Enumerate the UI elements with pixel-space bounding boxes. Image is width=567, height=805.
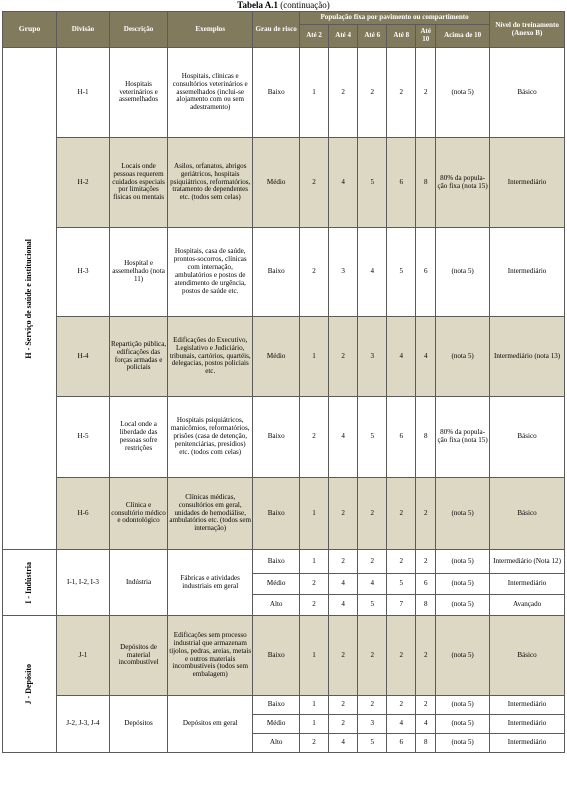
value-cell: 2 [358, 616, 387, 696]
header-ate-10: Até 10 [416, 25, 436, 48]
header-ate-4: Até 4 [329, 25, 358, 48]
value-cell: 4 [329, 397, 358, 478]
value-cell: 4 [358, 574, 387, 595]
value-cell: 2 [358, 550, 387, 574]
value-acima-10: (nota 5) [436, 550, 490, 574]
value-cell: 4 [329, 734, 358, 753]
division-cell: H-3 [57, 228, 110, 317]
value-cell: 2 [329, 317, 358, 397]
nivel-cell: Básico [490, 616, 565, 696]
examples-cell: Clínicas médicas, consultórios em geral, unidades de hemodiálise, ambulatórios etc. (todos sem internação) [168, 478, 253, 550]
value-cell: 2 [329, 696, 358, 715]
nivel-cell: Intermediário [490, 715, 565, 734]
description-cell: Hospitais veterinários e assemelhados [109, 48, 167, 138]
nivel-cell: Básico [490, 48, 565, 138]
value-cell: 2 [329, 715, 358, 734]
header-grupo: Grupo [3, 12, 57, 48]
value-cell: 4 [329, 595, 358, 616]
value-cell: 1 [300, 317, 329, 397]
examples-cell: Hospitais psiquiátricos, manicômios, reformatórios, prisões (casa de detenção, penitenciárias, presídios) etc. (todos com celas) [168, 397, 253, 478]
value-cell: 1 [300, 715, 329, 734]
description-cell: Depósitos de material incombustível [109, 616, 167, 696]
value-cell: 4 [387, 317, 416, 397]
value-cell: 3 [329, 228, 358, 317]
value-cell: 2 [300, 138, 329, 228]
value-cell: 2 [416, 616, 436, 696]
description-cell: Locais onde pessoas requerem cuidados especiais por limitações físicas ou mentais [109, 138, 167, 228]
table-number: Tabela A.1 [237, 0, 278, 10]
nivel-cell: Intermediário (nota 13) [490, 317, 565, 397]
risk-cell: Médio [253, 715, 300, 734]
value-acima-10: (nota 5) [436, 715, 490, 734]
value-cell: 2 [300, 574, 329, 595]
value-cell: 2 [300, 595, 329, 616]
division-cell: H-1 [57, 48, 110, 138]
value-cell: 5 [387, 228, 416, 317]
value-cell: 2 [329, 616, 358, 696]
value-cell: 2 [416, 48, 436, 138]
value-cell: 2 [387, 478, 416, 550]
value-cell: 2 [387, 616, 416, 696]
value-cell: 2 [358, 478, 387, 550]
nivel-cell: Intermediário [490, 574, 565, 595]
value-cell: 2 [387, 48, 416, 138]
group-label: H - Serviço de saúde e institucional [24, 238, 34, 359]
examples-cell: Edificações sem processo industrial que armazenam tijolos, pedras, areias, metais e outros materiais incombustíveis (todos sem embalagem) [168, 616, 253, 696]
header-divisao: Divisão [57, 12, 110, 48]
risk-cell: Alto [253, 595, 300, 616]
value-cell: 2 [358, 48, 387, 138]
group-cell [3, 550, 57, 616]
nivel-cell: Intermediário (Nota 12) [490, 550, 565, 574]
value-cell: 2 [329, 48, 358, 138]
header-descricao: Descrição [109, 12, 167, 48]
value-cell: 4 [329, 574, 358, 595]
table-row [3, 696, 565, 715]
value-cell: 2 [416, 478, 436, 550]
division-cell: H-5 [57, 397, 110, 478]
examples-cell: Asilos, orfanatos, abrigos geriátricos, hospitais psiquiátricos, reformatórios, tratamento de dependentes etc. (todos sem celas) [168, 138, 253, 228]
table-row [3, 478, 565, 550]
header-populacao: População fixa por pavimento ou compartimento [300, 12, 490, 25]
value-acima-10: (nota 5) [436, 317, 490, 397]
value-cell: 2 [387, 696, 416, 715]
value-cell: 5 [358, 397, 387, 478]
value-cell: 2 [416, 550, 436, 574]
value-cell: 2 [300, 228, 329, 317]
examples-cell: Edificações do Executivo, Legislativo e Judiciário, tribunais, cartórios, quartéis, delegacias, postos policiais etc. [168, 317, 253, 397]
value-cell: 1 [300, 478, 329, 550]
nivel-cell: Intermediário [490, 696, 565, 715]
value-cell: 2 [300, 397, 329, 478]
value-cell: 2 [329, 478, 358, 550]
division-cell: H-4 [57, 317, 110, 397]
value-cell: 4 [329, 138, 358, 228]
value-cell: 3 [358, 317, 387, 397]
value-cell: 5 [358, 734, 387, 753]
division-cell: H-2 [57, 138, 110, 228]
value-cell: 6 [387, 397, 416, 478]
value-cell: 2 [300, 734, 329, 753]
table-row [3, 616, 565, 696]
value-cell: 4 [416, 715, 436, 734]
value-cell: 1 [300, 696, 329, 715]
nivel-cell: Intermediário [490, 734, 565, 753]
nivel-cell: Intermediário [490, 228, 565, 317]
value-acima-10: (nota 5) [436, 228, 490, 317]
division-cell: J-1 [57, 616, 110, 696]
value-cell: 1 [300, 48, 329, 138]
risk-cell: Baixo [253, 228, 300, 317]
nivel-cell: Básico [490, 397, 565, 478]
examples-cell: Depósitos em geral [168, 696, 253, 753]
value-cell: 6 [416, 574, 436, 595]
value-cell: 8 [416, 595, 436, 616]
value-cell: 6 [416, 228, 436, 317]
risk-cell: Baixo [253, 696, 300, 715]
division-cell: H-6 [57, 478, 110, 550]
header-exemplos: Exemplos [168, 12, 253, 48]
examples-cell: Hospitais, casa de saúde, prontos-socorros, clínicas com internação, ambulatórios e postos de atendimento de urgência, postos de saúde etc. [168, 228, 253, 317]
description-cell: Local onde a liberdade das pessoas sofre restrições [109, 397, 167, 478]
description-cell: Depósitos [109, 696, 167, 753]
value-cell: 2 [387, 550, 416, 574]
risk-cell: Médio [253, 317, 300, 397]
value-acima-10: (nota 5) [436, 734, 490, 753]
description-cell: Repartição pública, edificações das forças armadas e policiais [109, 317, 167, 397]
examples-cell: Fábricas e atividades industriais em geral [168, 550, 253, 616]
risk-cell: Baixo [253, 550, 300, 574]
fire-brigade-table [2, 11, 565, 753]
risk-cell: Alto [253, 734, 300, 753]
table-row [3, 48, 565, 138]
table-title [0, 0, 567, 11]
description-cell: Hospital e assemelhado (nota 11) [109, 228, 167, 317]
risk-cell: Baixo [253, 48, 300, 138]
header-ate-8: Até 8 [387, 25, 416, 48]
value-cell: 8 [416, 138, 436, 228]
value-acima-10: (nota 5) [436, 696, 490, 715]
value-cell: 5 [358, 138, 387, 228]
value-cell: 7 [387, 595, 416, 616]
value-cell: 6 [387, 734, 416, 753]
value-cell: 1 [300, 550, 329, 574]
table-row [3, 138, 565, 228]
header-acima-10: Acima de 10 [436, 25, 490, 48]
value-cell: 2 [358, 696, 387, 715]
group-cell [3, 48, 57, 550]
value-cell: 8 [416, 734, 436, 753]
value-cell: 5 [358, 595, 387, 616]
value-cell: 4 [416, 317, 436, 397]
value-acima-10: (nota 5) [436, 595, 490, 616]
group-label: J - Depósito [24, 663, 34, 705]
table-row [3, 317, 565, 397]
group-label: I - Indústria [24, 561, 34, 604]
value-cell: 8 [416, 397, 436, 478]
value-acima-10: (nota 5) [436, 616, 490, 696]
value-acima-10: 80% da popula-ção fixa (nota 15) [436, 138, 490, 228]
value-cell: 4 [358, 228, 387, 317]
risk-cell: Médio [253, 138, 300, 228]
risk-cell: Baixo [253, 616, 300, 696]
value-acima-10: (nota 5) [436, 574, 490, 595]
value-acima-10: (nota 5) [436, 478, 490, 550]
division-cell: I-1, I-2, I-3 [57, 550, 110, 616]
value-acima-10: 80% da popula-ção fixa (nota 15) [436, 397, 490, 478]
header-nivel: Nível do treinamento (Anexo B) [490, 12, 565, 48]
value-cell: 5 [387, 574, 416, 595]
header-grau-risco: Grau de risco [253, 12, 300, 48]
description-cell: Clínica e consultório médico e odontológico [109, 478, 167, 550]
table-row [3, 397, 565, 478]
value-cell: 2 [329, 550, 358, 574]
nivel-cell: Avançado [490, 595, 565, 616]
nivel-cell: Intermediário [490, 138, 565, 228]
value-cell: 4 [387, 715, 416, 734]
header-ate-2: Até 2 [300, 25, 329, 48]
table-body [3, 48, 565, 753]
table-row [3, 228, 565, 317]
risk-cell: Baixo [253, 397, 300, 478]
table-continuation: (continuação) [280, 0, 330, 10]
nivel-cell: Básico [490, 478, 565, 550]
description-cell: Indústria [109, 550, 167, 616]
value-cell: 6 [387, 138, 416, 228]
value-cell: 2 [416, 696, 436, 715]
risk-cell: Médio [253, 574, 300, 595]
value-cell: 3 [358, 715, 387, 734]
examples-cell: Hospitais, clínicas e consultórios veterinários e assemelhados (inclui-se alojamento com ou sem adestramento) [168, 48, 253, 138]
header-ate-6: Até 6 [358, 25, 387, 48]
division-cell: J-2, J-3, J-4 [57, 696, 110, 753]
risk-cell: Baixo [253, 478, 300, 550]
value-acima-10: (nota 5) [436, 48, 490, 138]
value-cell: 1 [300, 616, 329, 696]
table-row [3, 550, 565, 574]
group-cell [3, 616, 57, 753]
